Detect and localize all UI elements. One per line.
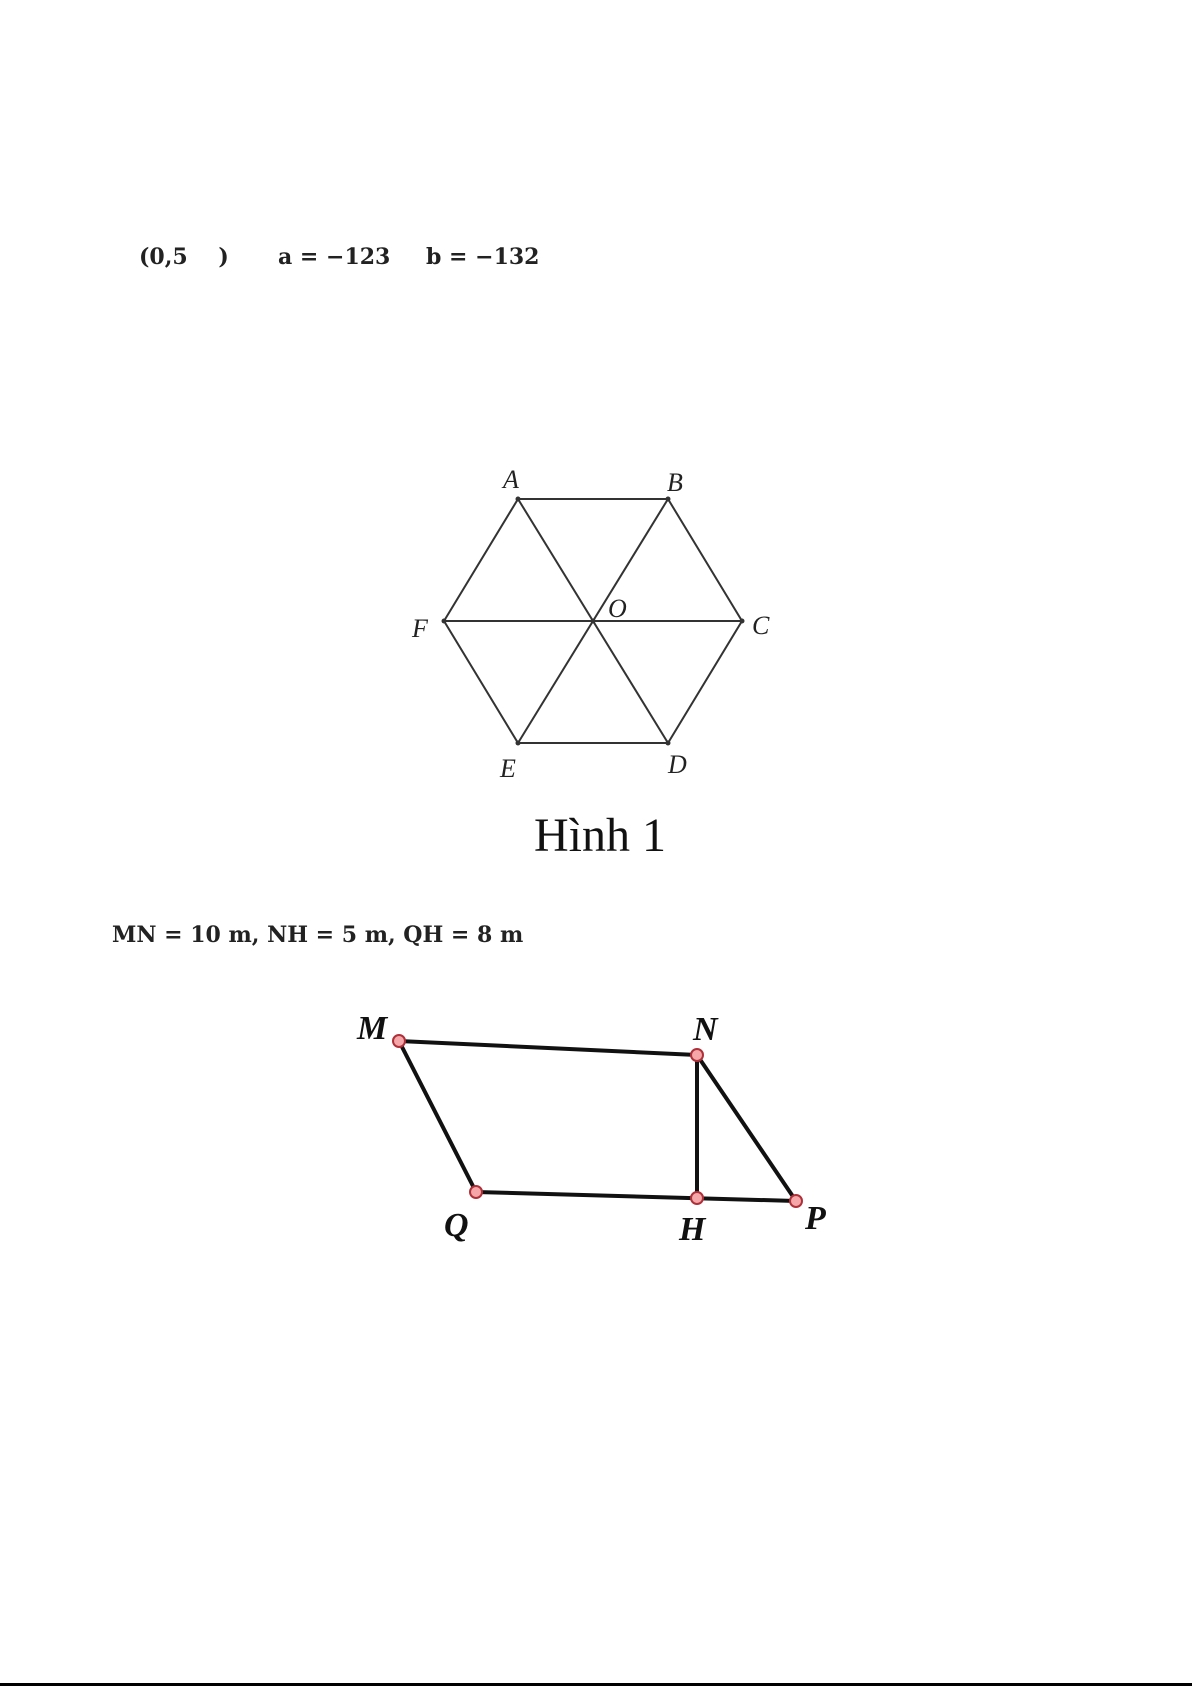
label-m: M <box>357 1010 388 1047</box>
label-c: C <box>752 611 770 640</box>
givens: MN = 10 m, NH = 5 m, QH = 8 m <box>112 922 524 948</box>
side-qm <box>399 1041 476 1192</box>
side-pq <box>476 1192 796 1201</box>
label-d: D <box>668 750 687 779</box>
b-value: b = −132 <box>426 244 540 270</box>
side-np <box>697 1055 796 1201</box>
label-f: F <box>412 614 428 643</box>
label-a: A <box>503 465 519 494</box>
point-n <box>691 1049 703 1061</box>
label-n: N <box>693 1011 718 1048</box>
label-p: P <box>805 1200 826 1237</box>
points-note: (0,5 ) <box>139 244 229 270</box>
label-q: Q <box>444 1207 469 1244</box>
point-h <box>691 1192 703 1204</box>
a-value: a = −123 <box>278 244 391 270</box>
label-b: B <box>667 468 683 497</box>
point-q <box>470 1186 482 1198</box>
figure1-caption: Hình 1 <box>534 809 666 862</box>
label-e: E <box>500 754 516 783</box>
point-p <box>790 1195 802 1207</box>
label-h: H <box>679 1211 706 1248</box>
label-o: O <box>608 594 627 623</box>
side-mn <box>399 1041 697 1055</box>
point-m <box>393 1035 405 1047</box>
